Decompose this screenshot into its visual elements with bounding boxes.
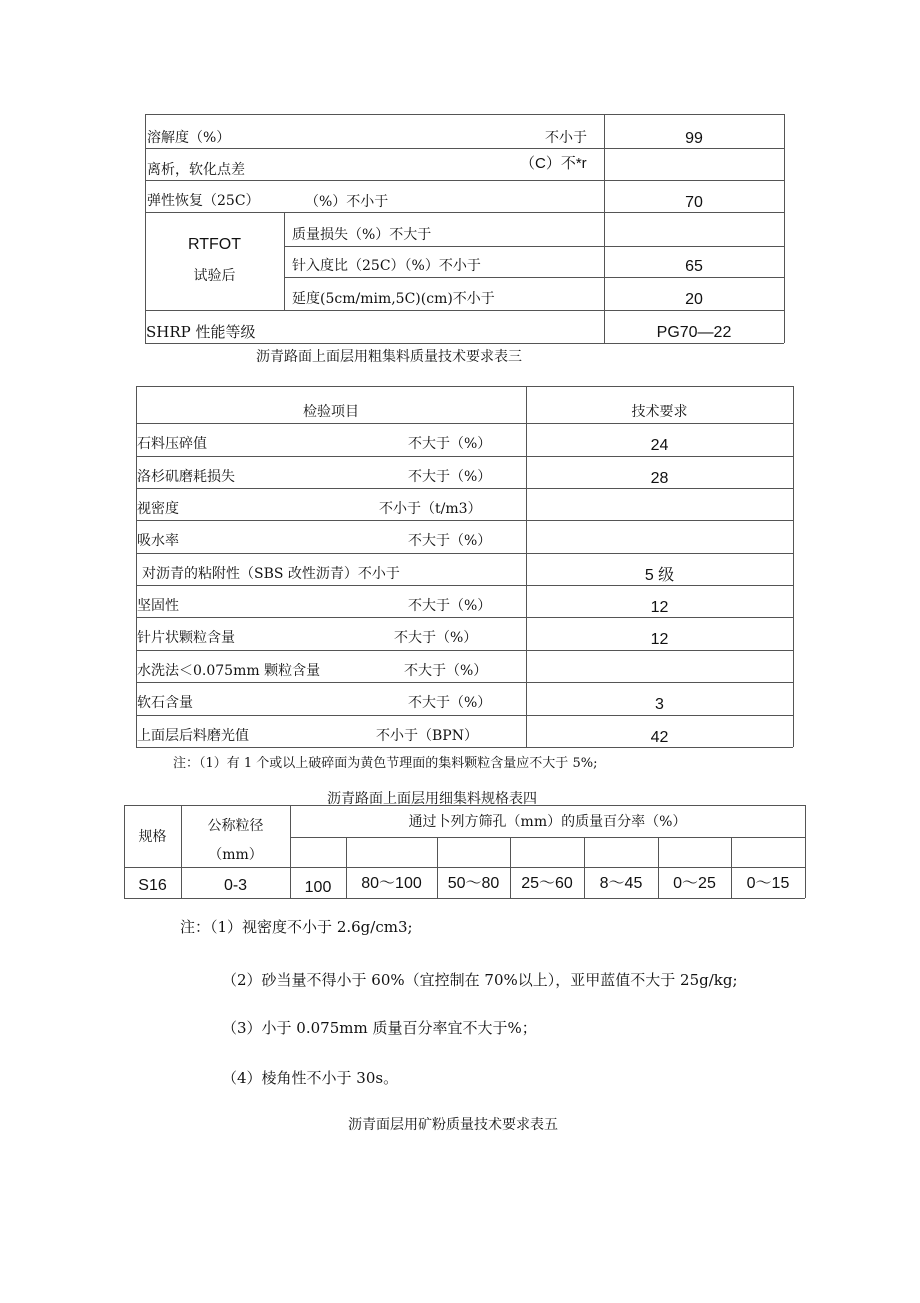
row-qualifier: （%）不小于 bbox=[305, 194, 389, 210]
table-row-qualifier: 不大于（%） bbox=[408, 469, 492, 485]
shrp-label: SHRP 性能等级 bbox=[146, 323, 256, 341]
table-row-qualifier: 不小于（t/m3） bbox=[379, 501, 482, 517]
note-3: （3）小于 0.075mm 质量百分率宜不大于%； bbox=[222, 1019, 537, 1037]
note-4: （4）棱角性不小于 30s。 bbox=[222, 1069, 399, 1087]
row-qualifier: 不小于 bbox=[545, 130, 587, 146]
pass-value: 8〜45 bbox=[599, 875, 643, 892]
table3-caption: 沥青路面上面层用粗集料质量技术要求表三 bbox=[256, 349, 522, 365]
size-value: 0-3 bbox=[223, 877, 248, 894]
header-passing-percentage: 通过卜列方筛孔（mm）的质量百分率（%） bbox=[408, 814, 687, 830]
table-row-qualifier: 不小于（BPN） bbox=[376, 728, 478, 744]
table-row-value: 5 级 bbox=[644, 567, 675, 584]
row-value: 70 bbox=[685, 194, 703, 211]
table-row-label: 吸水率 bbox=[137, 533, 179, 549]
table-row-qualifier: 不大于（%） bbox=[394, 630, 478, 646]
table5-caption: 沥青面层用矿粉质量技术要求表五 bbox=[348, 1117, 558, 1133]
rtfot-title: RTFOT bbox=[187, 236, 242, 253]
table-row-qualifier: 不大于（%） bbox=[408, 695, 492, 711]
pass-value: 25〜60 bbox=[521, 875, 573, 892]
rtfot-row-label: 延度(5cm/mim,5C)(cm)不小于 bbox=[292, 291, 495, 307]
table-row-value: 42 bbox=[650, 729, 669, 746]
note-2: （2）砂当量不得小于 60%（宜控制在 70%以上），亚甲蓝值不大于 25g/kg; bbox=[222, 971, 738, 989]
pass-value: 50〜80 bbox=[447, 875, 500, 892]
table-row-label: 石料压碎值 bbox=[137, 436, 207, 452]
row-label: 离析，软化点差 bbox=[147, 162, 245, 178]
table-row-label: 针片状颗粒含量 bbox=[137, 630, 235, 646]
table-row-qualifier: 不大于（%） bbox=[404, 663, 488, 679]
rtfot-row-label: 质量损失（%）不大于 bbox=[292, 227, 432, 243]
table-row-value: 12 bbox=[650, 599, 669, 616]
table-row-label: 视密度 bbox=[137, 501, 179, 517]
table-row-label: 上面层后料磨光值 bbox=[137, 728, 249, 744]
table-row-value: 28 bbox=[650, 470, 669, 487]
rtfot-row-value: 65 bbox=[685, 258, 703, 275]
header-spec: 规格 bbox=[138, 829, 167, 845]
table-row-label: 软石含量 bbox=[137, 695, 193, 711]
fine-aggregate-table bbox=[124, 805, 805, 898]
table-row-qualifier: 不大于（%） bbox=[408, 533, 492, 549]
table3-note: 注：（1）有 1 个或以上破碎面为黄色节理面的集料颗粒含量应不大于 5%; bbox=[173, 756, 598, 771]
table4-caption: 沥青路面上面层用细集料规格表四 bbox=[327, 791, 537, 807]
spec-value: S16 bbox=[138, 877, 167, 894]
header-nominal-size-unit: （mm） bbox=[208, 847, 263, 863]
table-row-value: 24 bbox=[650, 437, 669, 454]
table-row-qualifier: 不大于（%） bbox=[408, 436, 492, 452]
pass-value: 0〜25 bbox=[673, 875, 716, 892]
pass-value: 80〜100 bbox=[361, 875, 422, 892]
asphalt-spec-table-1 bbox=[145, 114, 784, 343]
pass-value: 0〜15 bbox=[746, 875, 790, 892]
table-row-label: 对沥青的粘附性（SBS 改性沥青）不小于 bbox=[142, 566, 400, 582]
table-row-value: 12 bbox=[650, 631, 669, 648]
row-qualifier: （C）不*r bbox=[520, 155, 587, 172]
table-row-value: 3 bbox=[655, 696, 664, 713]
rtfot-subtitle: 试验后 bbox=[193, 268, 236, 284]
table-row-label: 洛杉矶磨耗损失 bbox=[137, 469, 235, 485]
row-label: 溶解度（%） bbox=[147, 130, 231, 146]
note-1: 注：（1）视密度不小于 2.6g/cm3; bbox=[180, 918, 413, 936]
rtfot-row-label: 针入度比（25C）（%）不小于 bbox=[292, 258, 481, 274]
coarse-aggregate-table bbox=[136, 386, 793, 747]
header-technical-requirement: 技术要求 bbox=[631, 404, 688, 420]
header-inspection-item: 检验项目 bbox=[303, 404, 359, 420]
rtfot-row-value: 20 bbox=[685, 291, 703, 308]
header-nominal-size: 公称粒径 bbox=[207, 818, 264, 834]
row-value: 99 bbox=[685, 130, 703, 147]
table-row-label: 水洗法＜0.075mm 颗粒含量 bbox=[137, 663, 321, 679]
shrp-value: PG70—22 bbox=[656, 324, 732, 341]
row-label: 弹性恢复（25C） bbox=[147, 193, 260, 209]
table-row-qualifier: 不大于（%） bbox=[408, 598, 492, 614]
table-row-label: 坚固性 bbox=[137, 598, 179, 614]
pass-value: 100 bbox=[304, 879, 332, 896]
